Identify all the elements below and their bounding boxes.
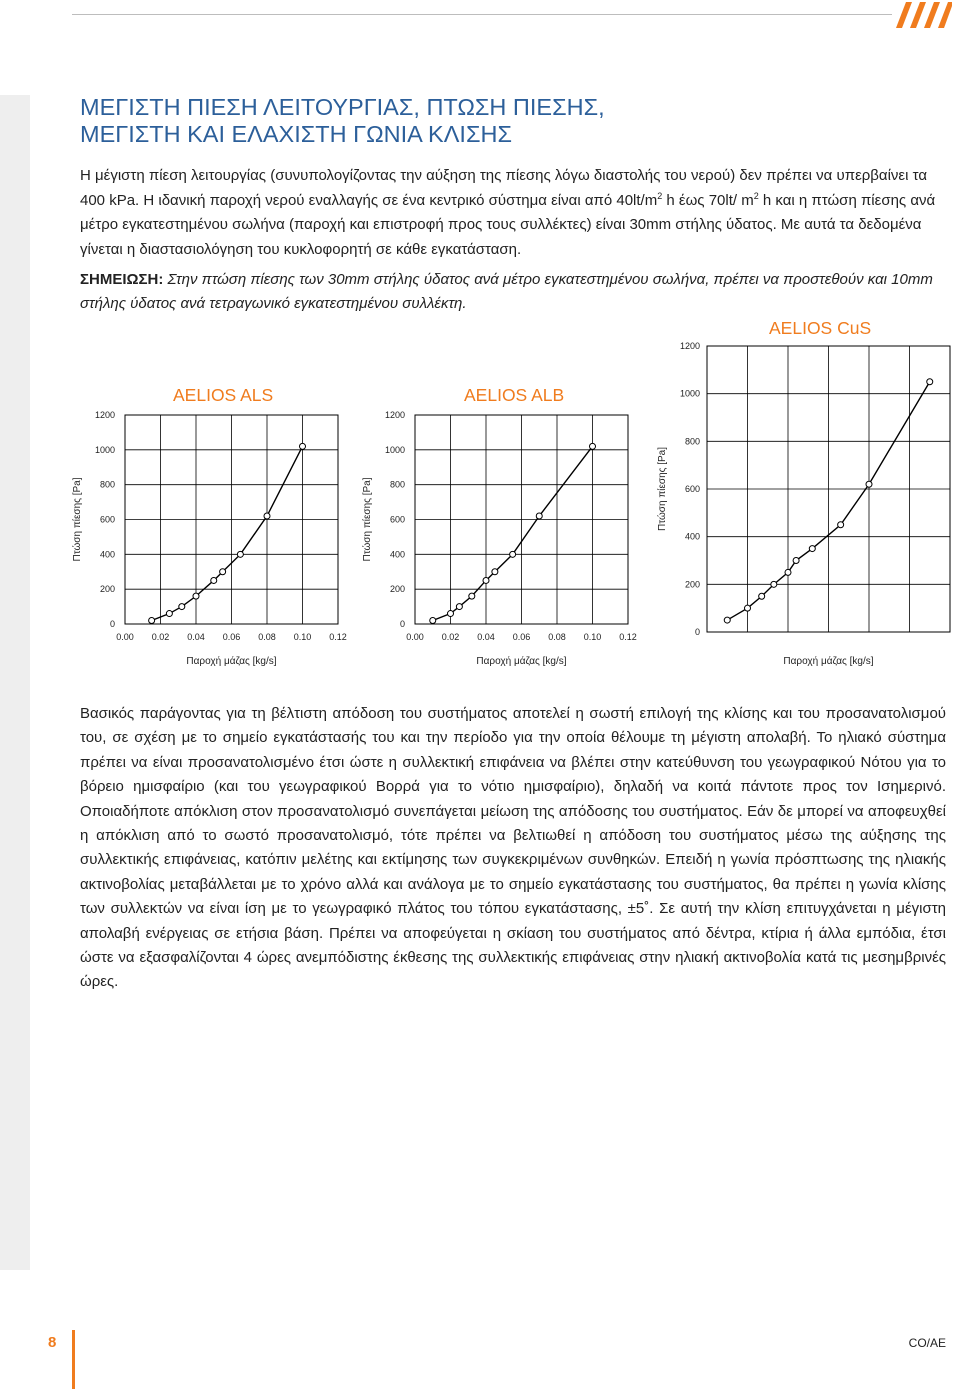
chart1-ytick-label: 200 xyxy=(99,584,115,595)
chart2-data-point xyxy=(492,569,498,575)
page-number-bar xyxy=(72,1330,75,1389)
chart2-xtick-label: 0.06 xyxy=(512,632,531,642)
chart2-data-point xyxy=(469,593,475,599)
note-label: ΣΗΜΕΙΩΣΗ: xyxy=(80,271,164,288)
chart3-ytick-label: 200 xyxy=(684,579,700,590)
chart1-xtick-label: 0.00 xyxy=(116,632,134,642)
heading-line-2: ΜΕΓΙΣΤΗ ΚΑΙ ΕΛΑΧΙΣΤΗ ΓΩΝΙΑ ΚΛΙΣΗΣ xyxy=(80,121,512,147)
chart3-data-point xyxy=(771,581,777,587)
chart3-data-point xyxy=(745,605,751,611)
chart-title-cus: AELIOS CuS xyxy=(769,318,872,338)
chart1-xtick-label: 0.10 xyxy=(293,632,312,642)
chart1-data-point xyxy=(166,611,172,617)
chart1-data-point xyxy=(237,551,243,557)
intro-text-2: h έως 70lt/ m xyxy=(662,191,754,209)
chart2-data-point xyxy=(483,577,489,583)
chart1-xtick-label: 0.02 xyxy=(151,632,170,642)
chart2-ytick-label: 400 xyxy=(389,549,405,560)
chart3-data-point xyxy=(793,558,799,564)
chart2-xtick-label: 0.00 xyxy=(406,632,424,642)
chart2-data-point xyxy=(510,551,516,557)
chart1-ytick-label: 800 xyxy=(99,479,115,490)
chart2-ytick-label: 800 xyxy=(389,479,405,490)
chart2-data-point xyxy=(536,513,542,519)
chart2-ytick-label: 0 xyxy=(399,619,405,629)
body-paragraph: Βασικός παράγοντας για τη βέλτιστη απόδοση του συστήματος αποτελεί η σωστή επιλογή της κλίσης και του προσανατολισμού του, σε σχέση με το σημείο εγκατάστασής του και την περίοδο για την οποία θέλουμε τη μέγιστη απολαβή. Το ηλιακό σύστημα πρέπει να είναι προσανατολισμένο έτσι ώστε η συλλεκτική επιφάνεια να βλέπει στην κατεύθυνση του γεωγραφικού Νότου για το βόρειο ημισφαίριο (και του γεωγραφικού Βορρά για το νότιο ημισφαίριο), δηλαδή να κοιτά πάντοτε προς τον Ισημερινό. Οποιαδήποτε απόκλιση στον προσανατολισμό συνεπάγεται μείωση της απόδοσης του συστήματος. Εάν δε μπορεί να αποφευχθεί η απόκλιση από το σωστό προσανατολισμό, τότε πρέπει να βελτιωθεί η απόδοση του συστήματος μέσω της αύξησης της συλλεκτικής επιφάνειας, κατόπιν μελέτης και εκτίμησης των συγκεκριμένων συνθηκών. Επειδή η γωνία πρόσπτωσης της ηλιακής ακτινοβολίας μεταβάλλεται με το χρόνο αλλά και ανάλογα με το σημείο εγκατάστασης του συστήματος, θα πρέπει η γωνία κλίσης των συλλεκτών να είναι ίση με το γεωγραφικό πλάτος του τόπου εγκατάστασης, ±5˚. Σε αυτή την κλίση επιτυγχάνεται η μέγιστη απολαβή ενέργειας σε ετήσια βάση. Πρέπει να αποφεύγεται η σκίαση του συστήματος από δέντρα, κτίρια ή άλλα εμπόδια, έτσι ώστε να εξασφαλίζονται 4 ώρες ανεμπόδιστης έκθεσης της συλλεκτικής επιφάνειας στην ηλιακή ακτινοβολία κατά τις μεσημβρινές ώρες. xyxy=(80,705,946,991)
chart2-data-point xyxy=(430,618,436,624)
chart1-data-point xyxy=(193,593,199,599)
chart2-xtick-label: 0.12 xyxy=(619,632,637,642)
chart1-ytick-label: 400 xyxy=(99,549,115,560)
chart3-ytick-label: 1000 xyxy=(679,388,700,399)
chart3-data-point xyxy=(785,569,791,575)
chart2-xtick-label: 0.04 xyxy=(477,632,495,642)
intro-sup-2: 2 xyxy=(753,190,759,201)
chart2-ytick-label: 200 xyxy=(389,584,405,595)
chart1-series-line xyxy=(152,446,303,620)
document-code: CO/AE xyxy=(908,1336,946,1350)
chart2-ytick-label: 600 xyxy=(389,514,405,525)
chart3-data-point xyxy=(724,617,730,623)
chart3-ytick-label: 600 xyxy=(684,484,700,494)
note-text: Στην πτώση πίεσης των 30mm στήλης ύδατος ανά μέτρο εγκατεστημένου σωλήνα, πρέπει να προστεθούν και 10mm στήλης ύδατος ανά τετραγωνικό εγκατεστημένου συλλέκτη. xyxy=(80,271,933,312)
chart1-data-point xyxy=(149,618,155,624)
chart1-xtick-label: 0.12 xyxy=(329,632,347,642)
chart3-xlabel: Παροχή μάζας [kg/s] xyxy=(783,656,874,667)
intro-text-3: h και η πτώση πίεσης ανά μέτρο εγκατεστημένου σωλήνα (παροχή και επιστροφή προς τους συλλέκτες) είναι 30mm στήλης ύδατος. Με αυτά τα δεδομένα γίνεται η διαστασιολόγηση του κυκλοφορητή σε κάθε εγκατάσταση. xyxy=(80,191,936,258)
chart2-data-point xyxy=(590,443,596,449)
chart1-xtick-label: 0.08 xyxy=(258,632,276,642)
chart-title-als: AELIOS ALS xyxy=(173,385,274,405)
chart3-ylabel: Πτώση πίεσης [Pa] xyxy=(657,446,668,532)
chart1-data-point xyxy=(211,577,217,583)
chart2-xlabel: Παροχή μάζας [kg/s] xyxy=(476,656,567,667)
chart1-xlabel: Παροχή μάζας [kg/s] xyxy=(186,656,277,667)
chart3-ytick-label: 400 xyxy=(684,531,700,542)
chart1-ytick-label: 1000 xyxy=(94,444,115,455)
chart1-xtick-label: 0.06 xyxy=(222,632,241,642)
chart3-data-point xyxy=(759,593,765,599)
heading-line-1: ΜΕΓΙΣΤΗ ΠΙΕΣΗ ΛΕΙΤΟΥΡΓΙΑΣ, ΠΤΩΣΗ ΠΙΕΣΗΣ, xyxy=(80,94,605,120)
chart2-series-line xyxy=(433,446,593,620)
chart1-ylabel: Πτώση πίεσης [Pa] xyxy=(72,477,83,562)
chart1-data-point xyxy=(179,604,185,610)
chart2-xtick-label: 0.08 xyxy=(548,632,566,642)
chart1-ytick-label: 1200 xyxy=(94,410,115,420)
chart1-xtick-label: 0.04 xyxy=(187,632,205,642)
chart2-ylabel: Πτώση πίεσης [Pa] xyxy=(362,477,373,562)
chart1-ytick-label: 0 xyxy=(109,619,115,629)
chart3-data-point xyxy=(809,546,815,552)
chart3-data-point xyxy=(927,379,933,385)
chart2-xtick-label: 0.02 xyxy=(441,632,460,642)
chart2-data-point xyxy=(448,611,454,617)
intro-text-1: Η μέγιστη πίεση λειτουργίας (συνυπολογίζοντας την αύξηση της πίεσης λόγω διαστολής του νερού) δεν πρέπει να υπερβαίνει τα 400 kPa. Η ιδανική παροχή νερού εναλλαγής σε ένα κεντρικό σύστημα είναι από 40lt/m xyxy=(80,167,927,209)
chart1-data-point xyxy=(220,569,226,575)
page-number: 8 xyxy=(48,1334,57,1351)
chart3-ytick-label: 800 xyxy=(684,436,700,447)
chart3-ytick-label: 0 xyxy=(694,627,700,637)
chart3-data-point xyxy=(838,522,844,528)
chart2-xtick-label: 0.10 xyxy=(583,632,602,642)
chart2-ytick-label: 1000 xyxy=(384,444,405,455)
intro-sup-1: 2 xyxy=(657,190,663,201)
chart3-ytick-label: 1200 xyxy=(679,341,700,351)
chart-title-alb: AELIOS ALB xyxy=(464,385,565,405)
chart1-data-point xyxy=(300,443,306,449)
chart1-ytick-label: 600 xyxy=(99,514,115,525)
chart2-data-point xyxy=(456,604,462,610)
chart3-data-point xyxy=(866,481,872,487)
chart1-data-point xyxy=(264,513,270,519)
chart2-ytick-label: 1200 xyxy=(384,410,405,420)
